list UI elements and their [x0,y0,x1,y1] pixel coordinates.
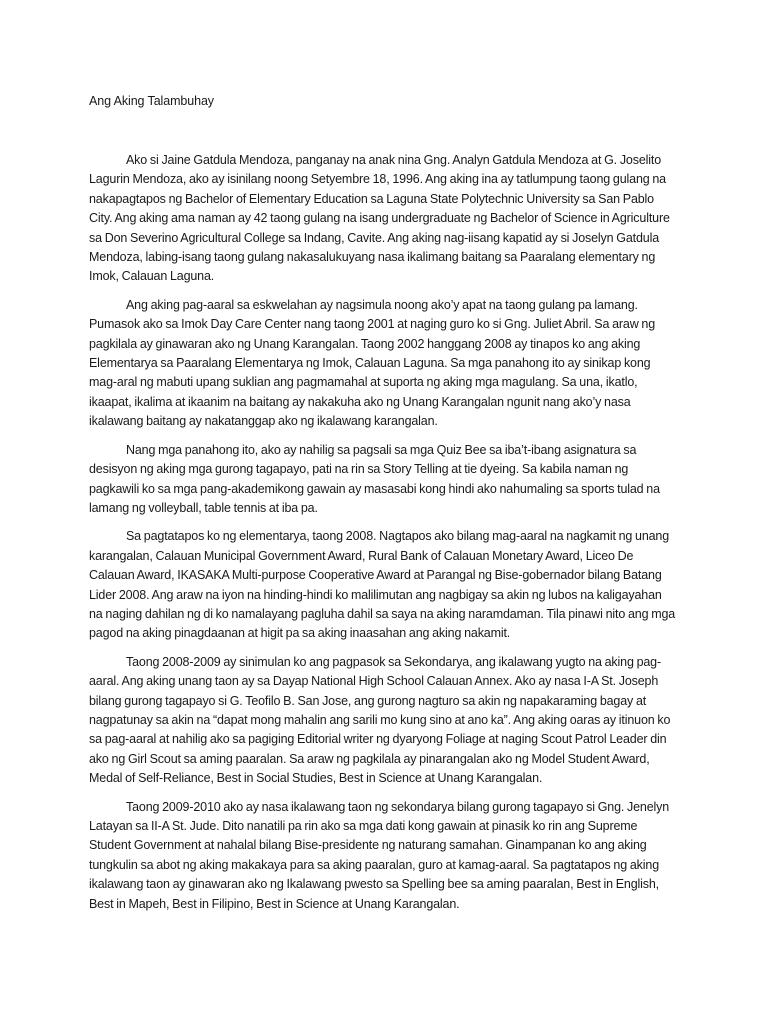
document-body [89,151,677,923]
paragraph-5: Taong 2008-2009 ay sinimulan ko ang pagpasok sa Sekondarya, ang ikalawang yugto na aking pag-aaral. Ang aking unang taon ay sa Dayap National High School Calauan Annex. Ako ay nasa I-A St. Joseph bilang gurong tagapayo si G. Teofilo B. San Jose, ang gurong nagturo sa akin ng napakaraming bagay at nagpatunay sa akin na “dapat mong mahalin ang sarili mo kung sino at ano ka”. Ang aking oaras ay itinuon ko sa pag-aaral at nahilig ako sa pagiging Editorial writer ng dyaryong Foliage at naging Scout Patrol Leader din ako ng Girl Scout sa aming paaralan. Sa araw ng pagkilala ay pinarangalan ako ng Model Student Award, Medal of Self-Reliance, Best in Social Studies, Best in Science at Unang Karangalan. [89,654,671,786]
paragraph-2: Ang aking pag-aaral sa eskwelahan ay nagsimula noong ako’y apat na taong gulang pa lamang. Pumasok ako sa Imok Day Care Center nang taong 2001 at naging guro ko si Gng. Juliet Abril. Sa araw ng pagkilala ay ginawaran ako ng Unang Karangalan. Taong 2002 hanggang 2008 ay tinapos ko ang aking Elementarya sa Paaralang Elementarya ng Imok, Calauan Laguna. Sa mga panahong ito ay sinikap kong mag-aral ng mabuti upang suklian ang pagmamahal at suporta ng aking mga magulang. Sa una, ikatlo, ikaapat, ikalima at ikaanim na baitang ay nakakuha ako ng Unang Karangalan ngunit nang ako’y nasa ikalawang baitang ay nakatanggap ako ng ikalawang karangalan. [89,297,656,429]
document-title: Ang Aking Talambuhay [89,94,214,108]
paragraph-1: Ako si Jaine Gatdula Mendoza, panganay na anak nina Gng. Analyn Gatdula Mendoza at G. Joselito Lagurin Mendoza, ako ay isinilang noong Setyembre 18, 1996. Ang aking ina ay tatlumpung taong gulang na nakapagtapos ng Bachelor of Elementary Education sa Laguna State Polytechnic University sa San Pablo City. Ang aking ama naman ay 42 taong gulang na isang undergraduate ng Bachelor of Science in Agriculture sa Don Severino Agricultural College sa Indang, Cavite. Ang aking nag-iisang kapatid ay si Joselyn Gatdula Mendoza, labing-isang taong gulang nakasalukuyang nasa ikalimang baitang sa Paaralang elementary ng Imok, Calauan Laguna. [89,153,670,284]
paragraph-6: Taong 2009-2010 ako ay nasa ikalawang taon ng sekondarya bilang gurong tagapayo si Gng. Jenelyn Latayan sa II-A St. Jude. Dito nanatili pa rin ako sa mga dati kong gawain at pinasik ko rin ang Supreme Student Government at nahalal bilang Bise-presidente ng naturang samahan. Ginampanan ko ang aking tungkulin sa abot ng aking makakaya para sa aking paaralan, guro at kamag-aaral. Sa pagtatapos ng aking ikalawang taon ay ginawaran ako ng Ikalawang pwesto sa Spelling bee sa aming paaralan, Best in English, Best in Mapeh, Best in Filipino, Best in Science at Unang Karangalan. [89,799,670,911]
paragraph-3: Nang mga panahong ito, ako ay nahilig sa pagsali sa mga Quiz Bee sa iba’t-ibang asignatura sa desisyon ng aking mga gurong tagapayo, pati na rin sa Story Telling at tie dyeing. Sa kabila naman ng pagkawili ko sa mga pang-akademikong gawain ay masasabi kong hindi ako nahumaling sa sports tulad na lamang ng volleyball, table tennis at iba pa. [89,442,660,515]
paragraph-4: Sa pagtatapos ko ng elementarya, taong 2008. Nagtapos ako bilang mag-aaral na nagkamit ng unang karangalan, Calauan Municipal Government Award, Rural Bank of Calauan Monetary Award, Liceo De Calauan Award, IKASAKA Multi-purpose Cooperative Award at Parangal ng Bise-gobernador bilang Batang Lider 2008. Ang araw na iyon na hinding-hindi ko malilimutan ang nagbigay sa akin ng lubos na kaligayahan na naging dahilan ng di ko namalayang pagluha dahil sa saya na aking naramdaman. Tila pinawi nito ang mga pagod na aking pinagdaanan at higit pa sa aking inaasahan ang aking nakamit. [89,529,676,641]
